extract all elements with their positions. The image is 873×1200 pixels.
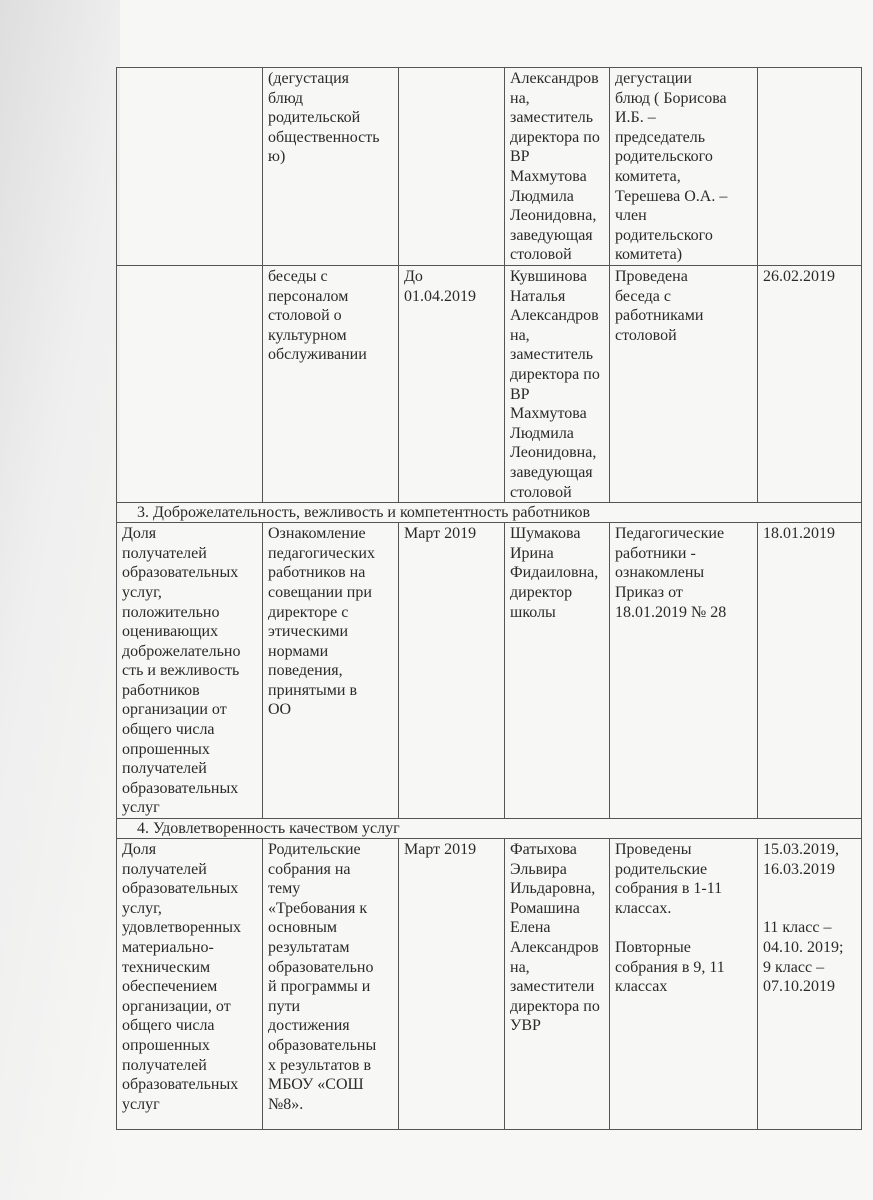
measure-cell: Родительские собрания на тему «Требования к основным результатам образовательно й программы и пути достижения образовательны х результатов в МБОУ «СОШ №8». — [263, 839, 399, 1130]
indicator-cell — [117, 266, 263, 503]
deadline-cell: Март 2019 — [399, 839, 505, 1130]
table-row — [117, 266, 862, 503]
indicator-cell — [117, 68, 263, 266]
date-cell: 18.01.2019 — [758, 523, 862, 819]
measure-cell: беседы с персоналом столовой о культурном обслуживании — [263, 266, 399, 503]
deadline-cell — [399, 68, 505, 266]
responsible-cell: Александров на, заместитель директора по ВР Махмутова Людмила Леонидовна, заведующая столовой — [505, 68, 610, 266]
measure-cell: (дегустация блюд родительской общественность ю) — [263, 68, 399, 266]
table-row — [117, 839, 862, 1130]
section-title: 4. Удовлетворенность качеством услуг — [117, 819, 862, 839]
scan-shadow — [0, 0, 120, 1200]
section-header-row — [117, 503, 862, 523]
date-cell: 15.03.2019, 16.03.2019 11 класс – 04.10. 2019; 9 класс – 07.10.2019 — [758, 839, 862, 1130]
table-row — [117, 523, 862, 819]
indicator-cell: Доля получателей образовательных услуг, положительно оценивающих доброжелательно сть и вежливость работников организации от общего числа опрошенных получателей образовательных услуг — [117, 523, 263, 819]
result-cell: дегустации блюд ( Борисова И.Б. – председатель родительского комитета, Терешева О.А. – член родительского комитета) — [610, 68, 758, 266]
responsible-cell: Фатыхова Эльвира Ильдаровна, Ромашина Елена Александров на, заместители директора по УВР — [505, 839, 610, 1130]
responsible-cell: Шумакова Ирина Фидаиловна, директор школы — [505, 523, 610, 819]
section-title: 3. Доброжелательность, вежливость и компетентность работников — [117, 503, 862, 523]
date-cell: 26.02.2019 — [758, 266, 862, 503]
deadline-cell: Март 2019 — [399, 523, 505, 819]
measure-cell: Ознакомление педагогических работников на совещании при директоре с этическими нормами поведения, принятыми в ОО — [263, 523, 399, 819]
action-plan-table — [116, 67, 862, 1130]
result-cell: Педагогические работники - ознакомлены Приказ от 18.01.2019 № 28 — [610, 523, 758, 819]
result-cell: Проведена беседа с работниками столовой — [610, 266, 758, 503]
date-cell — [758, 68, 862, 266]
section-header-row — [117, 819, 862, 839]
table-row — [117, 68, 862, 266]
indicator-cell: Доля получателей образовательных услуг, удовлетворенных материально- техническим обеспечением организации, от общего числа опрошенных получателей образовательных услуг — [117, 839, 263, 1130]
responsible-cell: Кувшинова Наталья Александров на, заместитель директора по ВР Махмутова Людмила Леонидовна, заведующая столовой — [505, 266, 610, 503]
deadline-cell: До 01.04.2019 — [399, 266, 505, 503]
result-cell: Проведены родительские собрания в 1-11 классах. Повторные собрания в 9, 11 классах — [610, 839, 758, 1130]
